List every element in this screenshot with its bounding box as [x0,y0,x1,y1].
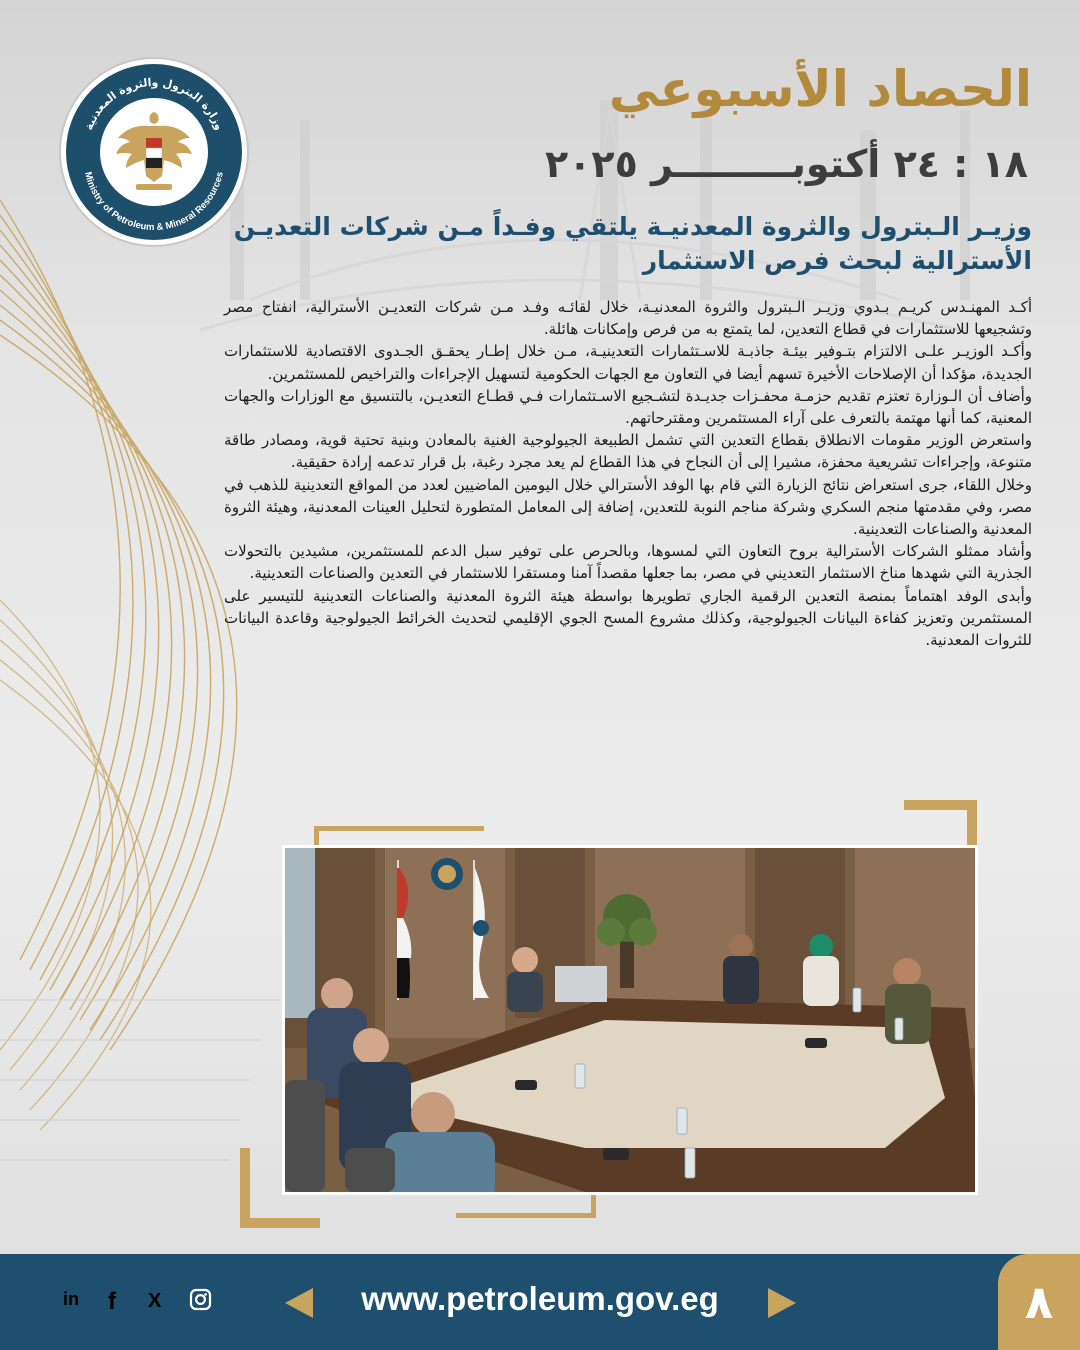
article-body [224,296,1032,651]
arrow-right-icon[interactable] [766,1286,798,1320]
eagle-icon [100,98,208,206]
article-paragraph: واستعرض الوزير مقومات الانطلاق بقطاع التعدين التي تشمل الطبيعة الجيولوجية الغنية بالمعادن وبنية تحتية قوية، ومصادر طاقة متنوعة، وإجراءات تشريعية محفزة، مشيرا إلى أن النجاح في هذا القطاع لم يعد مجرد رغبة، بل قرار تدعمه إرادة حقيقية. [224,431,1032,472]
page-number: ٨ [1024,1275,1054,1329]
logo-arabic-text: وزارة البترول والثروة المعدنية [82,75,226,132]
meeting-illustration [285,848,975,1192]
article-paragraph: وأضاف أن الـوزارة تعتزم تقديم حزمـة محفـزات جديـدة لتشـجيع الاسـتثمارات فـي قطـاع التعديـن، بالتنسيق مع الوزارات والجهات المعنية، كما أنها مهتمة بالتعرف على آراء المستثمرين ومقترحاتهم. [224,386,1032,428]
page-number-badge [998,1254,1080,1350]
article-headline: وزيـر الـبترول والثروة المعدنيـة يلتقي وفـداً مـن شركات التعديـن الأسترالية لبحث فرص الاستثمار [233,212,1032,275]
article-paragraph: وأكـد الوزيـر علـى الالتزام بتـوفير بيئـة جاذبـة للاسـتثمارات التعدينيـة، مـن خلال إطـار يحقـق الجـدوى الاقتصادية للاستثمارات الجديدة، مؤكدا أن الإصلاحات الأخيرة تسهم أيضا في التعاون مع الجهات الحكومية لتسهيل الإجراءات والتراخيص للمستثمرين. [224,342,1032,383]
page-title: الحصاد الأسبوعي [608,60,1032,118]
x-icon[interactable] [146,1288,170,1312]
logo-emblem-area [100,98,208,206]
svg-text:in: in [63,1289,79,1309]
website-link[interactable]: www.petroleum.gov.eg [361,1280,719,1317]
ministry-logo [66,64,242,240]
logo-english-text: Ministry of Petroleum & Mineral Resources [82,170,226,234]
meeting-photo [282,845,978,1195]
svg-text:X: X [148,1290,162,1312]
article-paragraph: أكـد المهنـدس كريـم بـدوي وزيـر الـبترول والثروة المعدنيـة، خلال لقائـه وفـد مـن شركات التعديـن الأسترالية، انفتاح مصر وتشجيعها للاستثمارات في قطاع التعدين، لما يتمتع به من فرص وإمكانات هائلة. [224,298,1032,339]
instagram-icon[interactable] [189,1288,213,1312]
svg-text:f: f [108,1288,116,1314]
date-range: ١٨ : ٢٤ أكتوبـــــــــر ٢٠٢٥ [545,142,1028,186]
arrow-left-icon[interactable] [283,1286,315,1320]
footer-bar [0,1254,1080,1350]
linkedin-icon[interactable] [62,1288,84,1310]
article-paragraph: وأبدى الوفد اهتماماً بمنصة التعدين الرقمية الجاري تطويرها بواسطة هيئة الثروة المعدنية والصناعات التعدينية للتيسير على المستثمرين وتعزيز كفاءة البيانات الجيولوجية، وكذلك مشروع المسح الجوي الإقليمي لتحديث الخرائط الجيولوجية وقاعدة البيانات للثروات المعدنية. [224,586,1032,650]
facebook-icon[interactable] [104,1288,126,1314]
article-paragraph: وأشاد ممثلو الشركات الأسترالية بروح التعاون التي لمسوها، وبالحرص على توفير سبل الدعم للمستثمرين، مشيدين بالتحولات الجذرية التي شهدها مناخ الاستثمار التعديني في مصر، بما جعلها مقصداً آمنا ومستقرا للاستثمار في التعدين والصناعات التعدينية. [224,542,1032,583]
article-paragraph: وخلال اللقاء، جرى استعراض نتائج الزيارة التي قام بها الوفد الأسترالي خلال اليومين الماضيين لعدد من المواقع التعدينية للذهب في مصر، وفي مقدمتها منجم السكري وشركة مناجم النوبة للتعدين، إضافة إلى المعامل المتطورة لتحليل العينات المعدنية، وهيئة الثروة المعدنية والصناعات التعدينية. [224,475,1032,539]
